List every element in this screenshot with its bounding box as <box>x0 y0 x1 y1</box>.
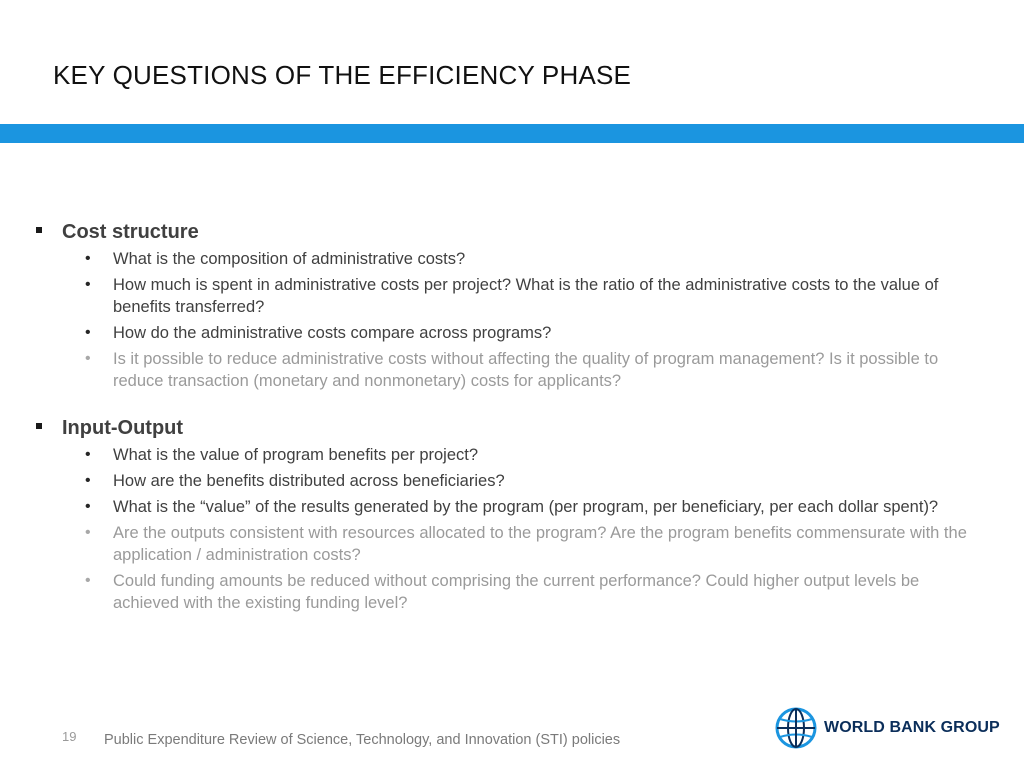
list-item-text: What is the “value” of the results generated by the program (per program, per beneficiary, per each dollar spent)? <box>113 498 939 516</box>
bullet-icon: • <box>85 524 91 541</box>
list-item <box>34 496 984 518</box>
bullet-icon: • <box>85 276 91 293</box>
globe-icon <box>774 706 818 750</box>
list-item-text: Are the outputs consistent with resources allocated to the program? Are the program benefits commensurate with the application / administration costs? <box>113 524 967 564</box>
list-item-text: Is it possible to reduce administrative costs without affecting the quality of program management? Is it possible to reduce transaction (monetary and nonmonetary) costs for applicants? <box>113 350 939 390</box>
bullet-icon: • <box>85 472 91 489</box>
section-heading <box>34 414 984 442</box>
world-bank-logo <box>774 706 1000 750</box>
list-item <box>34 570 984 614</box>
square-bullet-icon <box>36 423 42 429</box>
list-item <box>34 248 984 270</box>
bullet-icon: • <box>85 498 91 515</box>
section-input-output <box>34 414 984 614</box>
bullet-icon: • <box>85 446 91 463</box>
bullet-icon: • <box>85 572 91 589</box>
list-item <box>34 348 984 392</box>
list-item-text: Could funding amounts be reduced without comprising the current performance? Could higher output levels be achieved with the existing funding level? <box>113 572 920 612</box>
slide-title: KEY QUESTIONS OF THE EFFICIENCY PHASE <box>53 60 632 90</box>
list-item <box>34 444 984 466</box>
footer-text: Public Expenditure Review of Science, Technology, and Innovation (STI) policies <box>104 732 621 748</box>
page-number: 19 <box>62 729 77 744</box>
section-heading-label: Input-Output <box>62 417 184 439</box>
section-heading <box>34 218 984 246</box>
question-list <box>34 444 984 614</box>
list-item-text: How are the benefits distributed across beneficiaries? <box>113 472 505 490</box>
section-heading-label: Cost structure <box>62 221 199 243</box>
list-item <box>34 274 984 318</box>
slide-content <box>34 218 984 636</box>
question-list <box>34 248 984 392</box>
bullet-icon: • <box>85 350 91 367</box>
section-cost-structure <box>34 218 984 392</box>
list-item <box>34 322 984 344</box>
logo-text: WORLD BANK GROUP <box>824 719 1000 736</box>
list-item-text: How much is spent in administrative costs per project? What is the ratio of the administrative costs to the value of benefits transferred? <box>113 276 939 316</box>
square-bullet-icon <box>36 227 42 233</box>
list-item-text: What is the value of program benefits per project? <box>113 446 479 464</box>
list-item-text: What is the composition of administrative costs? <box>113 250 466 268</box>
list-item <box>34 522 984 566</box>
bullet-icon: • <box>85 324 91 341</box>
list-item-text: How do the administrative costs compare across programs? <box>113 324 552 342</box>
accent-bar <box>0 124 1024 143</box>
list-item <box>34 470 984 492</box>
bullet-icon: • <box>85 250 91 267</box>
